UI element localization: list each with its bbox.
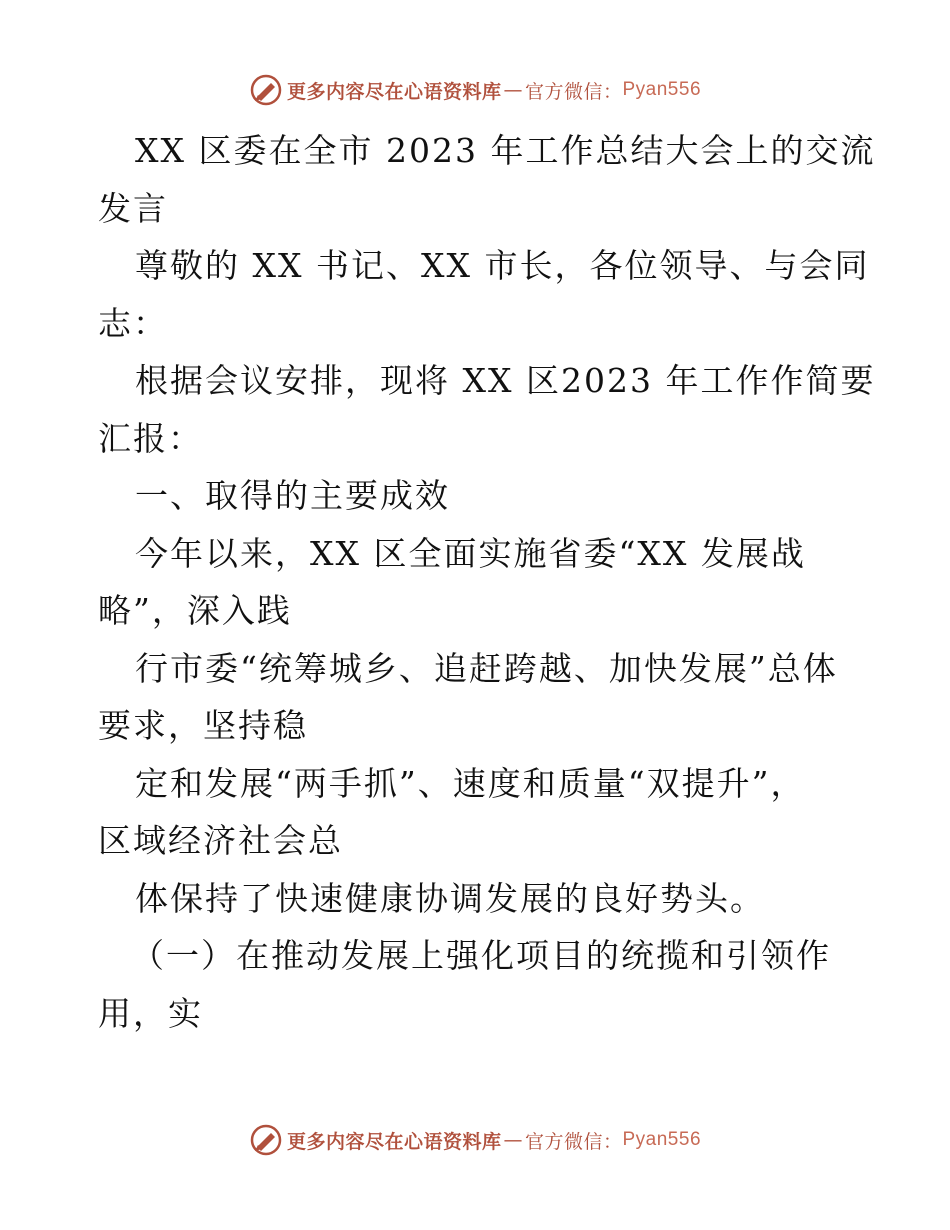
banner-separator: — bbox=[503, 1129, 523, 1151]
banner-official-label: 官方微信： bbox=[524, 80, 623, 103]
banner-official-label: 官方微信： bbox=[524, 1130, 623, 1153]
paragraph-line: 用，实 bbox=[98, 993, 203, 1033]
paragraph-line: 根据会议安排，现将 XX 区2023 年工作作简要 bbox=[135, 361, 876, 400]
pen-logo-icon bbox=[249, 73, 283, 107]
document-body bbox=[98, 122, 876, 1042]
paragraph-line: 今年以来，XX 区全面实施省委“XX 发展战 bbox=[135, 533, 806, 573]
paragraph-line: 体保持了快速健康协调发展的良好势头。 bbox=[135, 878, 765, 918]
salutation-line-2: 志： bbox=[98, 303, 168, 343]
paragraph-line: 要求，坚持稳 bbox=[98, 706, 308, 745]
banner-slogan: 更多内容尽在心语资料库 bbox=[286, 80, 502, 103]
paragraph-line: 汇报： bbox=[98, 418, 203, 458]
paragraph-line: 略”，深入践 bbox=[98, 591, 292, 630]
title-line-2: 发言 bbox=[98, 188, 168, 228]
banner-wechat-id: Pyan556 bbox=[622, 1129, 702, 1150]
pen-logo-icon bbox=[249, 1123, 283, 1157]
subsection-heading: （一）在推动发展上强化项目的统揽和引领作 bbox=[131, 936, 831, 975]
title-line-1: XX 区委在全市 2023 年工作总结大会上的交流 bbox=[135, 131, 876, 170]
footer-banner bbox=[0, 1120, 950, 1160]
banner-slogan: 更多内容尽在心语资料库 bbox=[286, 1130, 502, 1153]
paragraph-line: 定和发展“两手抓”、速度和质量“双提升”， bbox=[135, 763, 806, 803]
header-banner bbox=[0, 70, 950, 110]
paragraph-line: 行市委“统筹城乡、追赶跨越、加快发展”总体 bbox=[135, 648, 838, 688]
section-heading: 一、取得的主要成效 bbox=[135, 476, 450, 515]
salutation-line-1: 尊敬的 XX 书记、XX 市长，各位领导、与会同 bbox=[135, 246, 870, 285]
banner-wechat-id: Pyan556 bbox=[622, 79, 702, 100]
banner-separator: — bbox=[503, 79, 523, 101]
paragraph-line: 区域经济社会总 bbox=[98, 821, 343, 860]
